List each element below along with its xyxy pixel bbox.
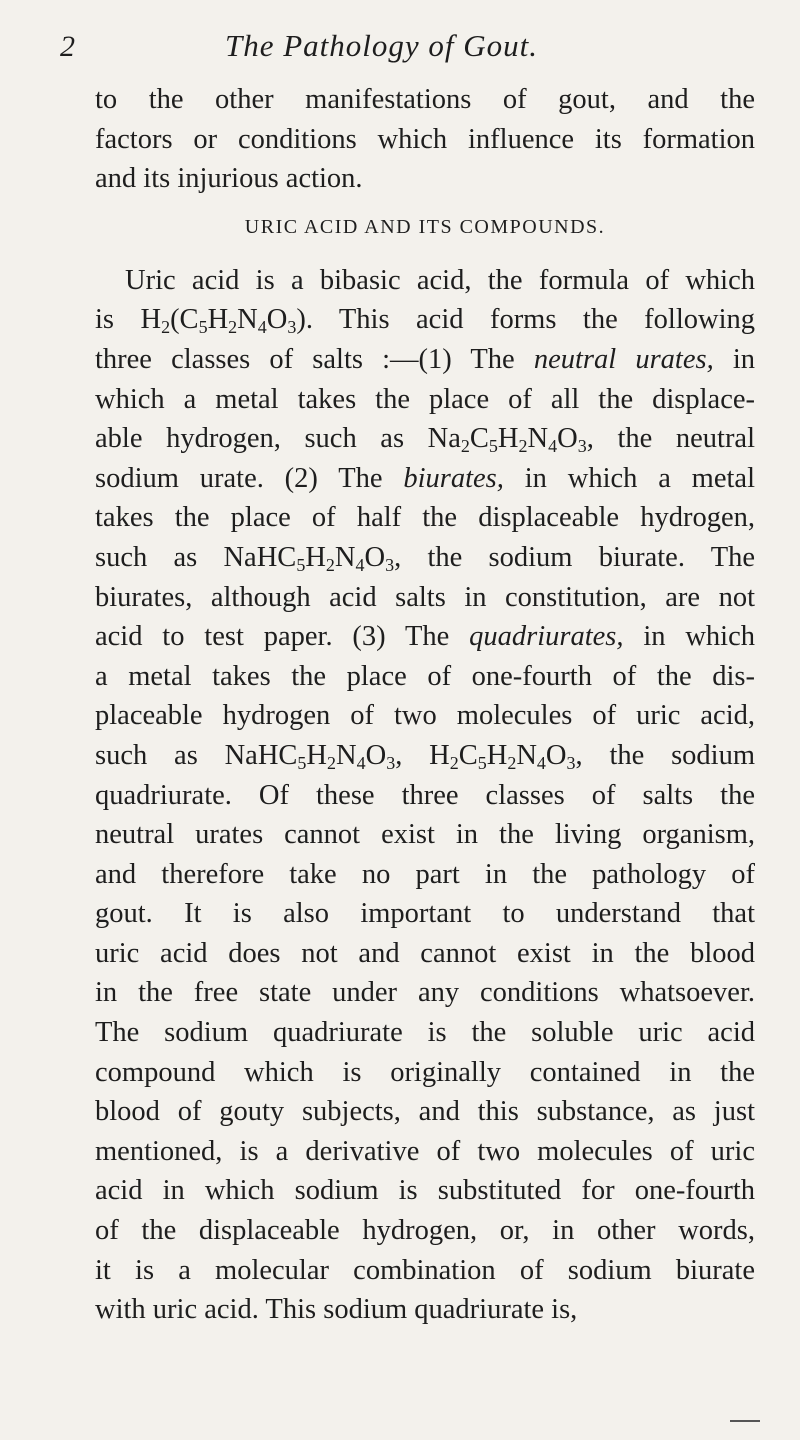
- text-line: such as $NaHC_5H_2N_4O_3$, the sodium biurate. The: [95, 541, 755, 575]
- text-line: compound which is originally contained in the: [95, 1056, 755, 1088]
- text-line: Uric acid is a bibasic acid, the formula of which: [125, 264, 755, 296]
- text-line: placeable hydrogen of two molecules of uric acid,: [95, 700, 755, 732]
- text-line: to the other manifestations of gout, and the: [95, 84, 755, 115]
- text-line: sodium urate. (2) The biurates, in which a metal: [95, 462, 755, 494]
- text-line: factors or conditions which influence its formation: [95, 123, 755, 155]
- page-header: [0, 26, 800, 66]
- text-line: able hydrogen, such as $Na_2C_5H_2N_4O_3$, the neutral: [95, 423, 755, 457]
- running-head: The Pathology of Gout.: [225, 28, 539, 63]
- text-line: a metal takes the place of one-fourth of the dis-: [95, 660, 755, 692]
- text-line: which a metal takes the place of all the displace-: [95, 383, 755, 415]
- text-line: three classes of salts :—(1) The neutral urates, in: [95, 343, 756, 375]
- text-line: quadriurate. Of these three classes of salts the: [95, 779, 755, 811]
- text-line: such as $NaHC_5H_2N_4O_3$, $H_2C_5H_2N_4O_3$, the sodium: [95, 739, 755, 773]
- text-line: with uric acid. This sodium quadriurate is,: [95, 1294, 578, 1326]
- text-line: biurates, although acid salts in constitution, are not: [95, 581, 755, 613]
- text-line: in the free state under any conditions whatsoever.: [95, 977, 755, 1009]
- text-line: acid to test paper. (3) The quadriurates, in which: [95, 621, 755, 653]
- text-line: takes the place of half the displaceable hydrogen,: [95, 502, 755, 534]
- text-line: and therefore take no part in the pathology of: [95, 858, 755, 890]
- text-line: is $H_2(C_5H_2N_4O_3)$. This acid forms the following: [95, 304, 756, 338]
- body-text: [95, 80, 755, 1330]
- text-line: blood of gouty subjects, and this substance, as just: [95, 1096, 755, 1128]
- page-number: 2: [60, 30, 75, 63]
- section-heading: URIC ACID AND ITS COMPOUNDS.: [244, 215, 606, 238]
- text-line: it is a molecular combination of sodium biurate: [95, 1254, 755, 1286]
- text-line: neutral urates cannot exist in the living organism,: [95, 819, 755, 851]
- text-line: gout. It is also important to understand that: [95, 898, 755, 930]
- text-line: uric acid does not and cannot exist in the blood: [95, 937, 755, 969]
- text-line: and its injurious action.: [95, 163, 363, 195]
- text-line: acid in which sodium is substituted for one-fourth: [95, 1175, 755, 1207]
- text-line: The sodium quadriurate is the soluble uric acid: [95, 1017, 755, 1049]
- page-edge-mark: [730, 1420, 760, 1422]
- text-line: of the displaceable hydrogen, or, in other words,: [95, 1215, 755, 1247]
- text-line: mentioned, is a derivative of two molecules of uric: [95, 1135, 755, 1167]
